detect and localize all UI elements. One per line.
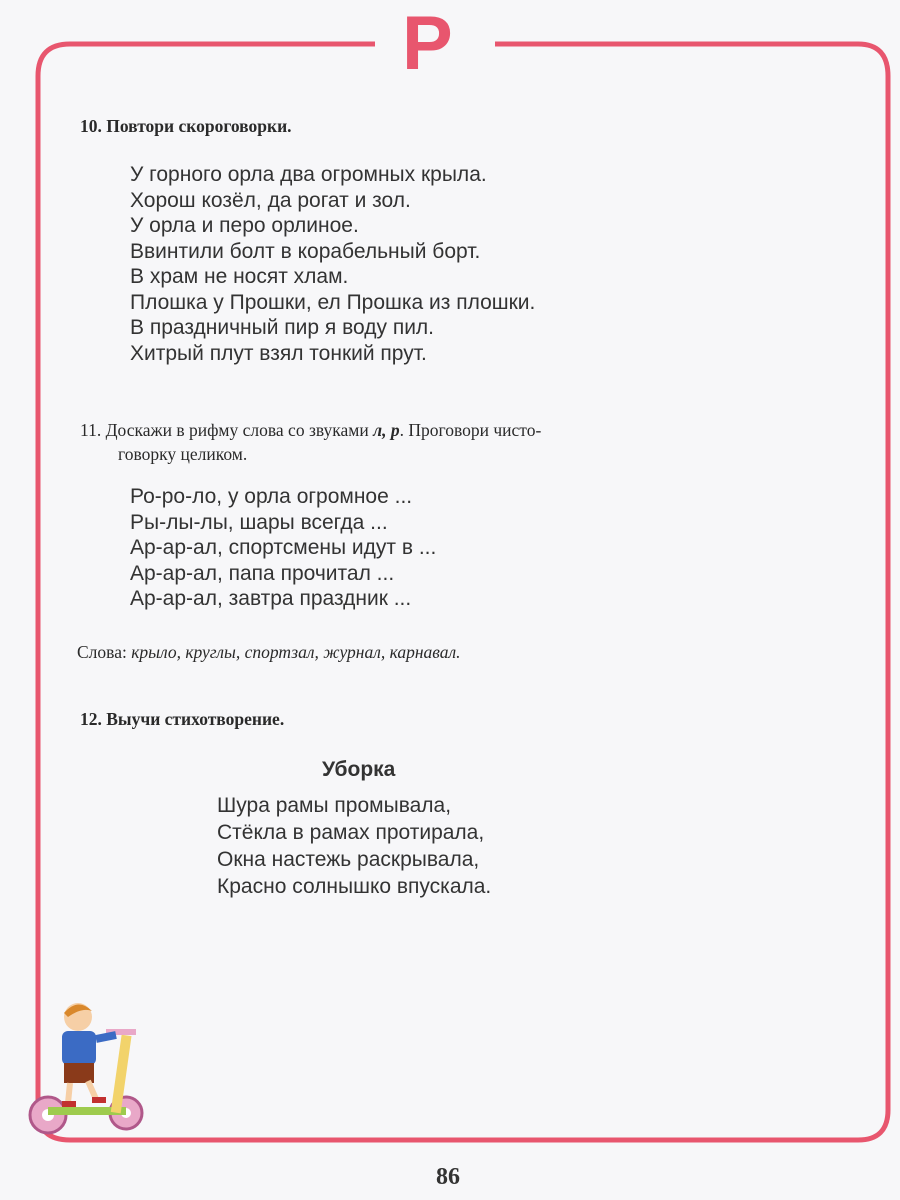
word-list: [77, 642, 461, 663]
list-item: В храм не носят хлам.: [130, 265, 349, 288]
poem-line: Красно солнышко впускала.: [217, 875, 492, 898]
list-item: В праздничный пир я воду пил.: [130, 316, 435, 339]
task-number: 12.: [80, 709, 102, 729]
task-number: 11.: [80, 420, 102, 440]
words: крыло, круглы, спортзал, журнал, карнавал.: [131, 642, 461, 662]
poem-line: Окна настежь раскрывала,: [217, 848, 480, 871]
list-item: Ввинтили болт в корабельный борт.: [130, 239, 481, 263]
sounds: л, р: [373, 420, 400, 440]
list-item: Хитрый плут взял тонкий прут.: [130, 341, 427, 365]
task-number: 10.: [80, 116, 102, 136]
list-item: Ро-ро-ло, у орла огромное ...: [130, 485, 413, 508]
section-letter: Р: [402, 1, 453, 86]
poem: [217, 792, 491, 900]
list-item: Ар-ар-ал, завтра праздник ...: [130, 587, 412, 610]
instruction-part: Доскажи в рифму слова со звуками: [105, 420, 374, 440]
list-item: Ар-ар-ал, спортсмены идут в ...: [130, 536, 437, 559]
task-10-heading: [80, 116, 292, 137]
boy-on-scooter-illustration: [18, 995, 148, 1145]
poem-line: Шура рамы промывала,: [217, 794, 452, 817]
poem-line: Стёкла в рамах протирала,: [217, 821, 485, 844]
list-item: У орла и перо орлиное.: [130, 214, 359, 237]
tongue-twisters: [130, 162, 535, 366]
task-instruction: Выучи стихотворение.: [106, 709, 285, 729]
list-item: Плошка у Прошки, ел Прошка из плошки.: [130, 290, 536, 314]
task-11-heading: [80, 418, 541, 466]
rhymes: [130, 484, 436, 612]
list-item: У горного орла два огромных крыла.: [130, 163, 487, 186]
words-label: Слова:: [77, 642, 132, 662]
poem-title: Уборка: [322, 758, 396, 781]
instruction-part: . Проговори чисто-: [399, 420, 542, 440]
list-item: Хорош козёл, да рогат и зол.: [130, 188, 411, 212]
task-instruction: Повтори скороговорки.: [106, 116, 292, 136]
list-item: Ры-лы-лы, шары всегда ...: [130, 510, 388, 534]
task-12-heading: [80, 709, 284, 730]
page-number: 86: [436, 1164, 460, 1190]
instruction-line-2: говорку целиком.: [118, 444, 248, 464]
list-item: Ар-ар-ал, папа прочитал ...: [130, 561, 395, 585]
